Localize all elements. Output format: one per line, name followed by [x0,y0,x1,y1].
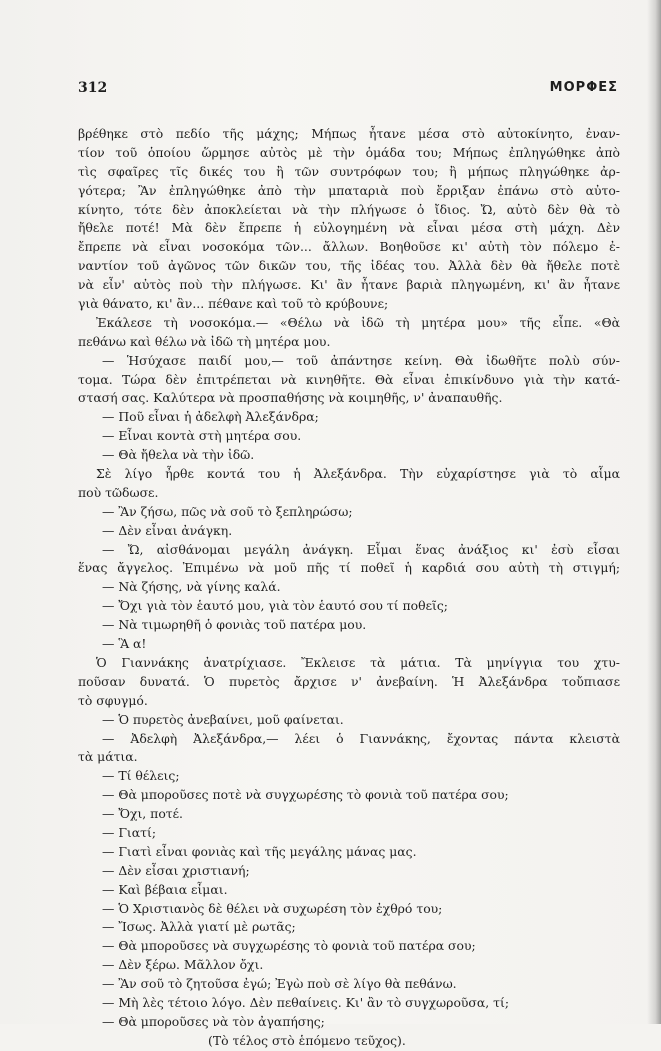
text-line: ποὺ τῶδωσε. [78,484,159,500]
text-line: στασή σας. Καλύτερα νὰ προσπαθήσης νὰ κοιμηθῆς, ν' ἀναπαυθῆς. [78,390,503,406]
text-line: — Θὰ μποροῦσες ποτὲ νὰ συγχωρέσης τὸ φονιὰ τοῦ πατέρα σου; [102,787,509,803]
text-line: τὰ μάτια. [78,749,138,765]
text-line: — Ἡσύχασε παιδί μου,— τοῦ ἀπάντησε κείνη. Θὰ ἰδωθῆτε πολὺ σύν- [102,352,620,368]
text-line: — Γιατὶ εἶναι φονιὰς καὶ τῆς μεγάλης μάνας μας. [102,843,417,859]
text-line: — Θὰ ἤθελα νὰ τὴν ἰδῶ. [102,447,255,463]
text-line: — Ὁ πυρετὸς ἀνεβαίνει, μοῦ φαίνεται. [102,711,344,727]
text-line: — Δὲν εἶσαι χριστιανή; [102,862,250,878]
text-line: — Ἂν σοῦ τὸ ζητοῦσα ἐγώ; Ἐγὼ ποὺ σὲ λίγο θὰ πεθάνω. [102,976,457,992]
text-line: — Δὲν εἶναι ἀνάγκη. [102,522,233,538]
text-line: ναντίον τοῦ ἀγῶνος τῶν δικῶν του, τῆς ἰδέας του. Ἀλλὰ δὲν θὰ ἤθελε ποτὲ [78,258,620,274]
text-line: τὶς σφαῖρες τῖς δικές του ἢ τῶν συντρόφων του; ἢ μήπως πληγώθηκε ἀρ- [78,163,620,179]
text-line: — Ἴσως. Ἀλλὰ γιατί μὲ ρωτᾶς; [102,919,296,935]
page-number: 312 [78,80,108,96]
text-line: — Ποῦ εἶναι ἡ ἀδελφὴ Ἀλεξάνδρα; [102,409,319,425]
text-line: — Ὄχι, ποτέ. [102,806,183,822]
page-edge-shadow [647,0,661,1024]
text-line: — Ὄχι γιὰ τὸν ἑαυτό μου, γιὰ τὸν ἑαυτό σου τί ποθεῖς; [102,598,448,614]
text-line: ἔπρεπε νὰ εἶναι νοσοκόμα τῶν... ἄλλων. Βοηθοῦσε κι' αὐτὴ τὸν πόλεμο ἐ- [78,239,620,255]
text-line: βρέθηκε στὸ πεδίο τῆς μάχης; Μήπως ἦτανε μέσα στὸ αὐτοκίνητο, ἐναν- [78,126,620,141]
text-line: ποῦσαν δυνατά. Ὁ πυρετὸς ἄρχισε ν' ἀνεβαίνη. Ἡ Ἀλεξάνδρα τοὔπιασε [78,673,620,689]
text-line: — Μὴ λὲς τέτοιο λόγο. Δὲν πεθαίνεις. Κι' ἂν τὸ συγχωροῦσα, τί; [102,994,510,1010]
text-line: — Ὤ, αἰσθάνομαι μεγάλη ἀνάγκη. Εἶμαι ἕνας ἀνάξιος κι' ἐσὺ εἶσαι [102,541,620,557]
text-line: ἕνας ἄγγελος. Ἐπιμένω νὰ μοῦ πῆς τί ποθεῖ ἡ καρδιά σου αὐτὴ τὴ στιγμή; [78,560,620,576]
text-line: — Δὲν ξέρω. Μᾶλλον ὄχι. [102,957,264,973]
text-line: Ἐκάλεσε τὴ νοσοκόμα.— «Θέλω νὰ ἰδῶ τὴ μητέρα μου» τῆς εἶπε. «Θὰ [96,314,620,330]
text-line: γιὰ θάνατο, κι' ἂν... πέθανε καὶ τοῦ τὸ κρύβουνε; [78,296,389,312]
text-line: τίον τοῦ ὁποίου ὥρμησε αὐτὸς μὲ τὴν ὁμάδα του; Μήπως ἐπληγώθηκε ἀπὸ [78,144,620,160]
text-line: Σὲ λίγο ἦρθε κοντά του ἡ Ἀλεξάνδρα. Τὴν εὐχαρίστησε γιὰ τὸ αἷμα [96,466,620,482]
text-line: — Νὰ ζήσης, νὰ γίνης καλά. [102,579,281,595]
text-line: — Θὰ μποροῦσες νὰ τὸν ἀγαπήσης; [102,1013,325,1029]
text-line: — Ἂν ζήσω, πῶς νὰ σοῦ τὸ ξεπληρώσω; [102,503,353,519]
text-line: — Καὶ βέβαια εἶμαι. [102,881,228,897]
body-text [78,125,620,1051]
text-line: Ὁ Γιαννάκης ἀνατρίχιασε. Ἔκλεισε τὰ μάτια. Τὰ μηνίγγια του χτυ- [96,654,620,670]
text-line: ἤθελε ποτέ! Μὰ δὲν ἔπρεπε ἡ εὐλογημένη νὰ εἶναι μέσα στὴ μάχη. Δὲν [78,220,620,236]
text-line: γότερα; Ἂν ἐπληγώθηκε ἀπὸ τὴν μπαταριὰ ποὺ ἔρριξαν ἐπάνω στὸ αὐτο- [78,182,620,198]
text-line: — Τί θέλεις; [102,768,180,784]
text-line: τὸ σφυγμό. [78,692,148,708]
text-line: — Νὰ τιμωρηθῆ ὁ φονιὰς τοῦ πατέρα μου. [102,617,367,633]
text-line: — Θὰ μποροῦσες νὰ συγχωρέσης τὸ φονιὰ τοῦ πατέρα σου; [102,938,476,954]
text-line: κίνητο, τότε δὲν ἀποκλείεται νὰ τὴν πλήγωσε ὁ ἴδιος. Ὤ, αὐτὸ δὲν θὰ τὸ [78,201,620,217]
text-line: — Ἃ α! [102,636,147,652]
text-line: νὰ εἶν' αὐτὸς ποὺ τὴν πλήγωσε. Κι' ἂν ἦτανε βαριὰ πληγωμένη, κι' ἂν ἦτανε [78,277,620,293]
text-line: — Εἶναι κοντὰ στὴ μητέρα σου. [102,428,302,444]
text-line: (Τὸ τέλος στὸ ἑπόμενο τεῦχος). [208,1032,406,1048]
page-header [78,80,618,100]
text-line: — Ἀδελφὴ Ἀλεξάνδρα,— λέει ὁ Γιαννάκης, ἔχοντας πάντα κλειστὰ [102,730,620,746]
text-line: πεθάνω καὶ θέλω νὰ ἰδῶ τὴ μητέρα μου. [78,333,331,349]
text-line: — Γιατί; [102,824,157,840]
text-line: τομα. Τώρα δὲν ἐπιτρέπεται νὰ κινηθῆτε. Θὰ εἶναι ἐπικίνδυνο γιὰ τὴν κατά- [78,371,620,387]
text-line: — Ὁ Χριστιανὸς δὲ θέλει νὰ συχωρέση τὸν ἐχθρό του; [102,900,443,916]
running-title: ΜΟΡΦΕΣ [549,80,618,95]
